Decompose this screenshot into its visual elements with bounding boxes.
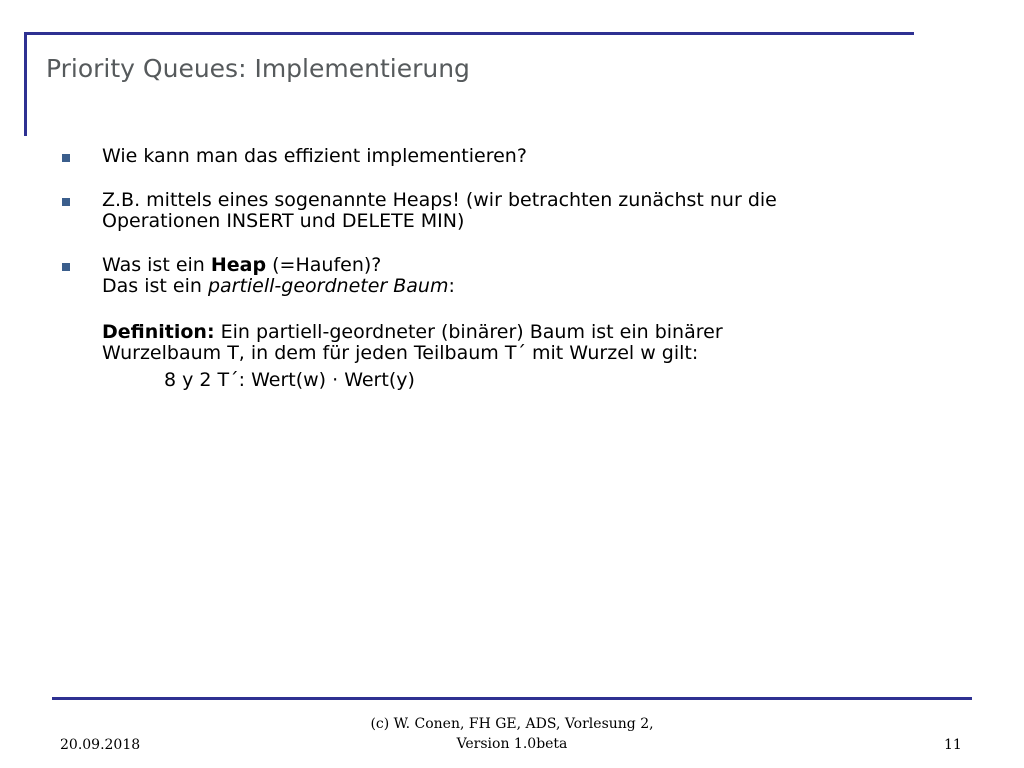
bullet-item [60, 190, 940, 232]
text-segment: Ein partiell-geordneter (binärer) Baum ist ein binärer [214, 321, 723, 343]
definition-line [102, 322, 940, 343]
bullet-square-icon [62, 154, 70, 162]
definition-line: Wurzelbaum T, in dem für jeden Teilbaum T´ mit Wurzel w gilt: [102, 342, 699, 364]
footer-credits-line: Version 1.0beta [456, 736, 568, 752]
tree-term: partiell-geordneter Baum [207, 275, 449, 297]
text-segment: (=Haufen)? [266, 254, 382, 276]
footer-date: 20.09.2018 [60, 737, 141, 753]
heap-term: Heap [210, 254, 267, 276]
title-frame-top [24, 32, 914, 35]
title-frame-left [24, 32, 27, 136]
bullet-square-icon [62, 263, 70, 271]
definition-formula: 8 y 2 T´: Wert(w) · Wert(y) [164, 369, 415, 391]
bullet-item [60, 146, 940, 167]
bullet-square-icon [62, 198, 70, 206]
text-segment: : [448, 275, 455, 297]
bullet-item [60, 255, 940, 391]
page-number: 11 [944, 737, 962, 753]
footer-credits-line: (c) W. Conen, FH GE, ADS, Vorlesung 2, [370, 716, 654, 732]
footer-divider [52, 697, 972, 700]
definition-label: Definition: [102, 321, 215, 343]
footer-credits [0, 714, 1024, 754]
heap-question [102, 255, 940, 276]
bullet-text: Operationen INSERT und DELETE MIN) [102, 210, 465, 232]
slide-title: Priority Queues: Implementierung [46, 54, 470, 83]
text-segment: Das ist ein [102, 275, 208, 297]
slide-content [60, 146, 940, 414]
bullet-text: Z.B. mittels eines sogenannte Heaps! (wir betrachten zunächst nur die [102, 189, 777, 211]
bullet-text: Wie kann man das effizient implementieren? [102, 145, 527, 167]
heap-answer [102, 276, 940, 297]
text-segment: Was ist ein [102, 254, 211, 276]
